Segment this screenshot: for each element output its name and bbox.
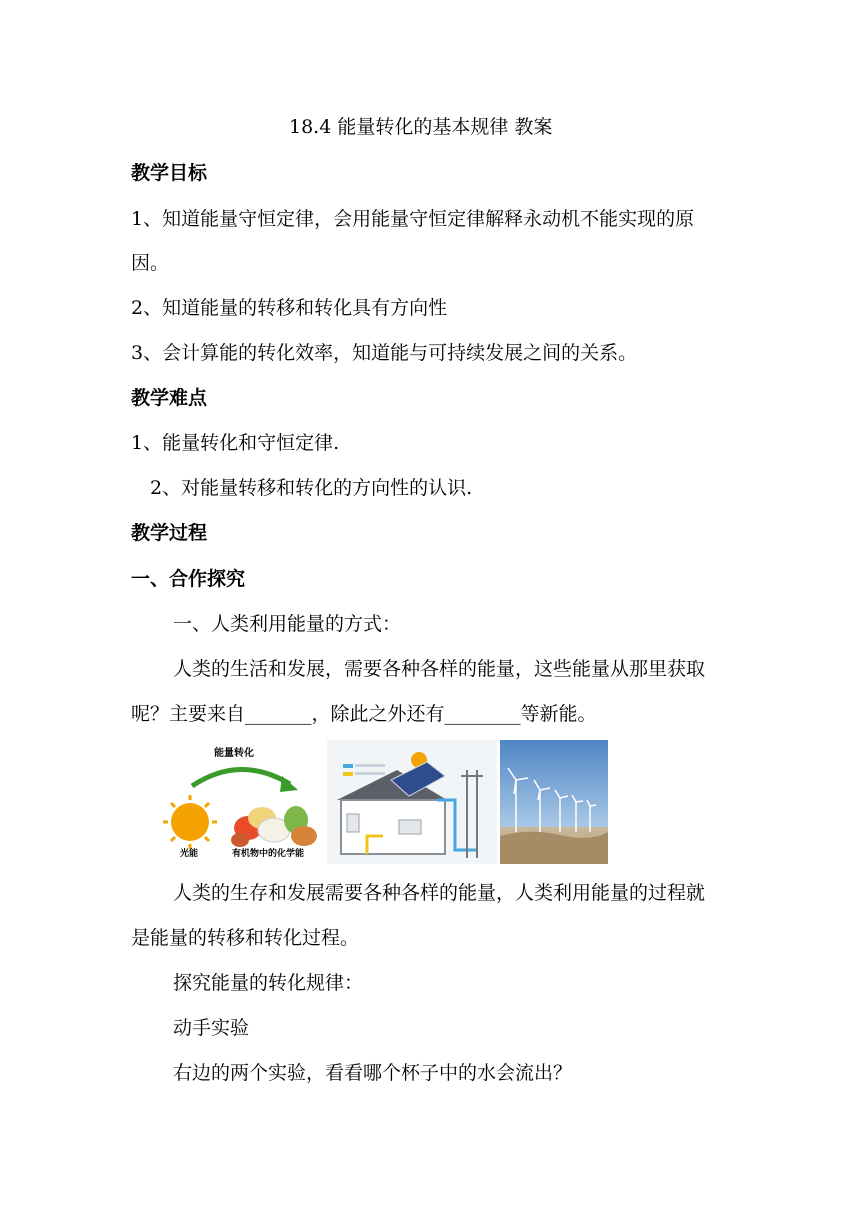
- paragraph-explore-rule: 探究能量的转化规律：: [173, 972, 364, 994]
- section-heading-process: 教学过程: [131, 522, 208, 544]
- figure-row: [162, 740, 608, 864]
- objective-1-line-1: 1、知道能量守恒定律，会用能量守恒定律解释永动机不能实现的原: [131, 208, 695, 230]
- paragraph-energy-process-line-2: 是能量的转移和转化过程。: [131, 927, 360, 949]
- paragraph-energy-process-line-1: 人类的生存和发展需要各种各样的能量，人类利用能量的过程就: [173, 882, 706, 904]
- figure-caption-top: 能量转化: [214, 748, 254, 759]
- energy-conversion-figure: [162, 740, 324, 864]
- part-1-heading: 一、合作探究: [131, 568, 246, 590]
- paragraph-energy-sources-line-2: 呢？主要来自_______，除此之外还有________等新能。: [131, 703, 597, 725]
- paragraph-energy-usage-heading: 一、人类利用能量的方式：: [173, 613, 402, 635]
- paragraph-experiment-question: 右边的两个实验，看看哪个杯子中的水会流出？: [173, 1062, 573, 1084]
- difficulty-2: 2、对能量转移和转化的方向性的认识.: [150, 477, 473, 499]
- wind-farm-figure: [500, 740, 608, 864]
- label-chemical-energy: 有机物中的化学能: [232, 849, 305, 859]
- section-heading-objectives: 教学目标: [131, 162, 208, 184]
- page-title: 18.4 能量转化的基本规律 教案: [289, 116, 553, 138]
- wind-turbine-icon: [500, 740, 608, 864]
- objective-2: 2、知道能量的转移和转化具有方向性: [131, 297, 448, 319]
- paragraph-energy-sources-line-1: 人类的生活和发展，需要各种各样的能量，这些能量从那里获取: [173, 658, 706, 680]
- label-light-energy: 光能: [180, 849, 199, 859]
- paragraph-hands-on: 动手实验: [173, 1017, 250, 1039]
- solar-house-figure: [327, 740, 497, 864]
- solar-house-icon: [327, 740, 497, 864]
- difficulty-1: 1、能量转化和守恒定律.: [131, 432, 340, 454]
- objective-3: 3、会计算能的转化效率，知道能与可持续发展之间的关系。: [131, 342, 638, 364]
- objective-1-line-2: 因。: [131, 252, 170, 274]
- section-heading-difficulty: 教学难点: [131, 387, 208, 409]
